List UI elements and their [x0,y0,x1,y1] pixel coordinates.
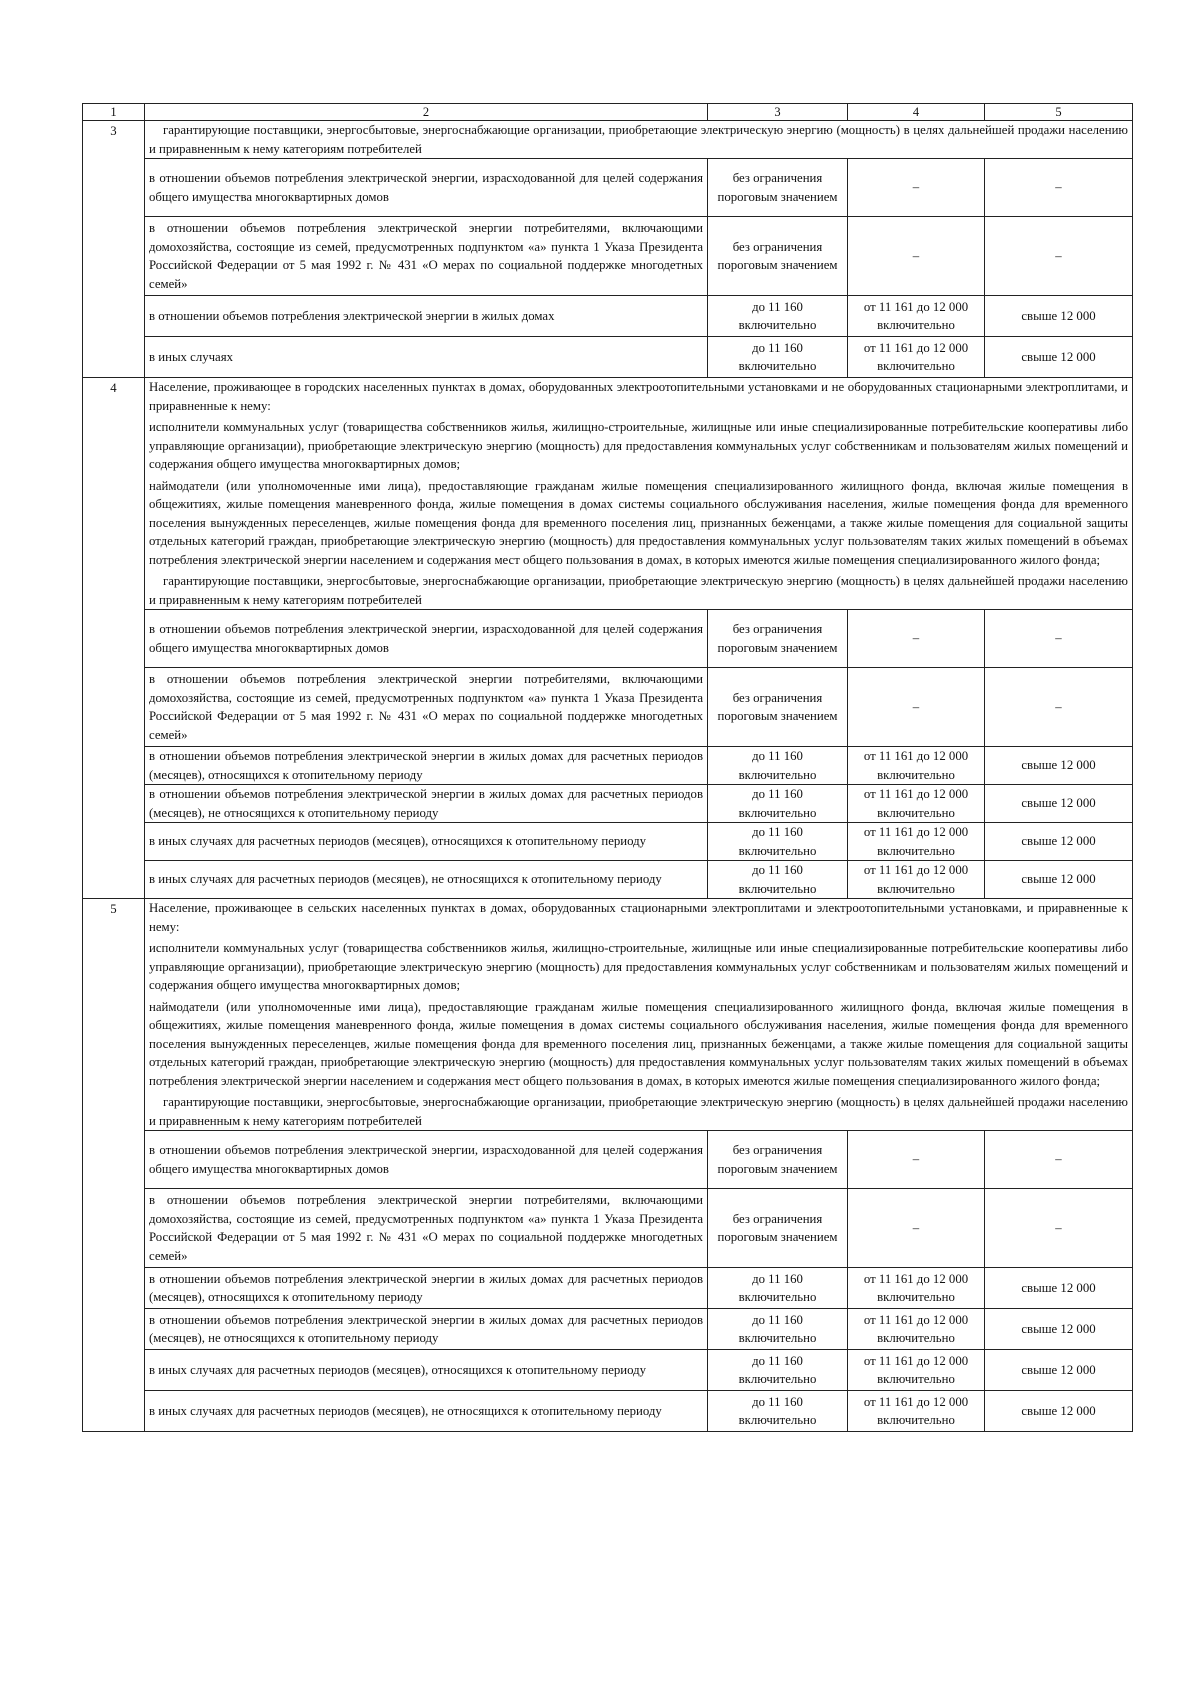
threshold-range-3: свыше 12 000 [985,296,1133,337]
threshold-range-1: до 11 160 включительно [708,337,848,378]
volume-row [83,1131,1133,1189]
consumption-description: в отношении объемов потребления электрической энергии в жилых домах для расчетных периодов (месяцев), не относящихся к отопительному периоду [145,785,708,823]
threshold-range-2: от 11 161 до 12 000 включительно [848,823,985,861]
threshold-range-3: свыше 12 000 [985,1268,1133,1309]
threshold-range-2: – [848,668,985,747]
consumption-description: в отношении объемов потребления электрической энергии потребителями, включающими домохозяйства, состоящие из семей, предусмотренных подпунктом «а» пункта 1 Указа Президента Российской Федерации от 5 мая 1992 г. № 431 «О мерах по социальной поддержке многодетных семей» [145,668,708,747]
threshold-range-1: без ограничения пороговым значением [708,1131,848,1189]
threshold-range-2: – [848,217,985,296]
consumption-description: в иных случаях для расчетных периодов (месяцев), относящихся к отопительному периоду [145,823,708,861]
threshold-range-3: свыше 12 000 [985,823,1133,861]
threshold-range-2: – [848,1189,985,1268]
threshold-range-3: свыше 12 000 [985,337,1133,378]
threshold-range-3: свыше 12 000 [985,747,1133,785]
threshold-range-3: – [985,159,1133,217]
intro-paragraph: гарантирующие поставщики, энергосбытовые, энергоснабжающие организации, приобретающие электрическую энергию (мощность) в целях дальнейшей продажи населению и приравненным к нему категориям потребителей [149,123,1128,156]
volume-row [83,217,1133,296]
volume-row [83,337,1133,378]
consumption-description: в иных случаях для расчетных периодов (месяцев), не относящихся к отопительному периоду [145,861,708,899]
consumption-description: в отношении объемов потребления электрической энергии в жилых домах для расчетных периодов (месяцев), относящихся к отопительному периоду [145,747,708,785]
threshold-range-2: от 11 161 до 12 000 включительно [848,785,985,823]
volume-row [83,1189,1133,1268]
threshold-range-1: до 11 160 включительно [708,1350,848,1391]
consumption-description: в отношении объемов потребления электрической энергии в жилых домах для расчетных периодов (месяцев), не относящихся к отопительному периоду [145,1309,708,1350]
threshold-range-3: – [985,668,1133,747]
threshold-range-3: свыше 12 000 [985,1391,1133,1432]
header-cell: 5 [985,104,1133,121]
header-cell: 2 [145,104,708,121]
consumption-description: в отношении объемов потребления электрической энергии, израсходованной для целей содержания общего имущества многоквартирных домов [145,159,708,217]
intro-paragraph: исполнители коммунальных услуг (товарищества собственников жилья, жилищно-строительные, жилищные или иные специализированные потребительские кооперативы либо управляющие организации), приобретающие электрическую энергию (мощность) для предоставления коммунальных услуг собственникам и пользователям жилых помещений и содержания общего имущества многоквартирных домов; [149,941,1128,992]
threshold-range-2: от 11 161 до 12 000 включительно [848,1391,985,1432]
threshold-range-1: до 11 160 включительно [708,823,848,861]
intro-paragraph: исполнители коммунальных услуг (товарищества собственников жилья, жилищно-строительные, жилищные или иные специализированные потребительские кооперативы либо управляющие организации), приобретающие электрическую энергию (мощность) для предоставления коммунальных услуг собственникам и пользователям жилых помещений и содержания общего имущества многоквартирных домов; [149,420,1128,471]
threshold-range-1: без ограничения пороговым значением [708,217,848,296]
threshold-range-2: – [848,610,985,668]
intro-paragraph: наймодатели (или уполномоченные ими лица), предоставляющие гражданам жилые помещения специализированного жилищного фонда, включая жилые помещения в общежитиях, жилые помещения маневренного фонда, жилые помещения в домах системы социального обслуживания населения, жилые помещения фонда для временного поселения вынужденных переселенцев, жилые помещения фонда для временного поселения лиц, признанных беженцами, а также жилые помещения для социальной защиты отдельных категорий граждан, приобретающие электрическую энергию (мощность) для предоставления коммунальных услуг пользователям таких жилых помещений в объемах потребления электрической энергии населением и содержания мест общего пользования в домах, в которых имеются жилые помещения специализированного жилого фонда; [149,999,1128,1088]
threshold-range-3: свыше 12 000 [985,861,1133,899]
table-body [83,104,1133,1432]
consumption-description: в отношении объемов потребления электрической энергии потребителями, включающими домохозяйства, состоящие из семей, предусмотренных подпунктом «а» пункта 1 Указа Президента Российской Федерации от 5 мая 1992 г. № 431 «О мерах по социальной поддержке многодетных семей» [145,1189,708,1268]
column-number-header [83,104,1133,121]
threshold-range-2: от 11 161 до 12 000 включительно [848,1350,985,1391]
threshold-range-3: свыше 12 000 [985,785,1133,823]
threshold-range-1: до 11 160 включительно [708,296,848,337]
section-number: 4 [83,378,145,899]
volume-row [83,159,1133,217]
threshold-range-2: от 11 161 до 12 000 включительно [848,747,985,785]
volume-row [83,668,1133,747]
volume-row [83,823,1133,861]
threshold-range-3: – [985,1131,1133,1189]
threshold-range-3: – [985,1189,1133,1268]
threshold-range-3: – [985,217,1133,296]
consumption-description: в отношении объемов потребления электрической энергии в жилых домах для расчетных периодов (месяцев), относящихся к отопительному периоду [145,1268,708,1309]
threshold-range-1: до 11 160 включительно [708,747,848,785]
consumption-description: в отношении объемов потребления электрической энергии потребителями, включающими домохозяйства, состоящие из семей, предусмотренных подпунктом «а» пункта 1 Указа Президента Российской Федерации от 5 мая 1992 г. № 431 «О мерах по социальной поддержке многодетных семей» [145,217,708,296]
threshold-range-1: до 11 160 включительно [708,1268,848,1309]
volume-row [83,296,1133,337]
volume-row [83,1268,1133,1309]
volume-row [83,861,1133,899]
threshold-range-1: без ограничения пороговым значением [708,159,848,217]
intro-paragraph: Население, проживающее в городских населенных пунктах в домах, оборудованных электроотопительными установками и не оборудованных стационарными электроплитами, и приравненные к нему: [149,380,1128,413]
consumption-description: в отношении объемов потребления электрической энергии, израсходованной для целей содержания общего имущества многоквартирных домов [145,1131,708,1189]
intro-paragraph: гарантирующие поставщики, энергосбытовые, энергоснабжающие организации, приобретающие электрическую энергию (мощность) в целях дальнейшей продажи населению и приравненным к нему категориям потребителей [149,1095,1128,1128]
volume-row [83,610,1133,668]
intro-paragraph: наймодатели (или уполномоченные ими лица), предоставляющие гражданам жилые помещения специализированного жилищного фонда, включая жилые помещения в общежитиях, жилые помещения маневренного фонда, жилые помещения в домах системы социального обслуживания населения, жилые помещения фонда для временного поселения вынужденных переселенцев, жилые помещения фонда для временного поселения лиц, признанных беженцами, а также жилые помещения для социальной защиты отдельных категорий граждан, приобретающие электрическую энергию (мощность) для предоставления коммунальных услуг пользователям таких жилых помещений в объемах потребления электрической энергии населением и содержания мест общего пользования в домах, в которых имеются жилые помещения специализированного жилого фонда; [149,478,1128,567]
section-intro-row [83,121,1133,159]
threshold-range-2: – [848,159,985,217]
threshold-range-1: до 11 160 включительно [708,785,848,823]
threshold-range-1: до 11 160 включительно [708,1309,848,1350]
threshold-range-2: от 11 161 до 12 000 включительно [848,861,985,899]
threshold-range-2: от 11 161 до 12 000 включительно [848,1268,985,1309]
consumption-description: в иных случаях для расчетных периодов (месяцев), не относящихся к отопительному периоду [145,1391,708,1432]
threshold-range-3: – [985,610,1133,668]
threshold-range-3: свыше 12 000 [985,1350,1133,1391]
header-cell: 1 [83,104,145,121]
threshold-range-1: без ограничения пороговым значением [708,1189,848,1268]
intro-paragraph: гарантирующие поставщики, энергосбытовые, энергоснабжающие организации, приобретающие электрическую энергию (мощность) в целях дальнейшей продажи населению и приравненным к нему категориям потребителей [149,574,1128,607]
threshold-range-2: от 11 161 до 12 000 включительно [848,337,985,378]
volume-row [83,1391,1133,1432]
section-number: 5 [83,899,145,1432]
header-cell: 4 [848,104,985,121]
volume-row [83,785,1133,823]
threshold-range-2: от 11 161 до 12 000 включительно [848,1309,985,1350]
consumption-description: в отношении объемов потребления электрической энергии, израсходованной для целей содержания общего имущества многоквартирных домов [145,610,708,668]
threshold-range-3: свыше 12 000 [985,1309,1133,1350]
threshold-range-2: – [848,1131,985,1189]
section-intro [145,121,1133,159]
consumption-description: в иных случаях [145,337,708,378]
threshold-range-1: до 11 160 включительно [708,861,848,899]
threshold-range-2: от 11 161 до 12 000 включительно [848,296,985,337]
consumption-description: в иных случаях для расчетных периодов (месяцев), относящихся к отопительному периоду [145,1350,708,1391]
volume-row [83,747,1133,785]
section-intro-row [83,899,1133,1131]
threshold-range-1: без ограничения пороговым значением [708,668,848,747]
section-intro [145,899,1133,1131]
section-intro [145,378,1133,610]
threshold-range-1: без ограничения пороговым значением [708,610,848,668]
consumption-description: в отношении объемов потребления электрической энергии в жилых домах [145,296,708,337]
intro-paragraph: Население, проживающее в сельских населенных пунктах в домах, оборудованных стационарными электроплитами и электроотопительными установками, и приравненные к нему: [149,901,1128,934]
threshold-range-1: до 11 160 включительно [708,1391,848,1432]
section-number: 3 [83,121,145,378]
header-cell: 3 [708,104,848,121]
tariff-table [82,103,1133,1432]
volume-row [83,1350,1133,1391]
volume-row [83,1309,1133,1350]
section-intro-row [83,378,1133,610]
